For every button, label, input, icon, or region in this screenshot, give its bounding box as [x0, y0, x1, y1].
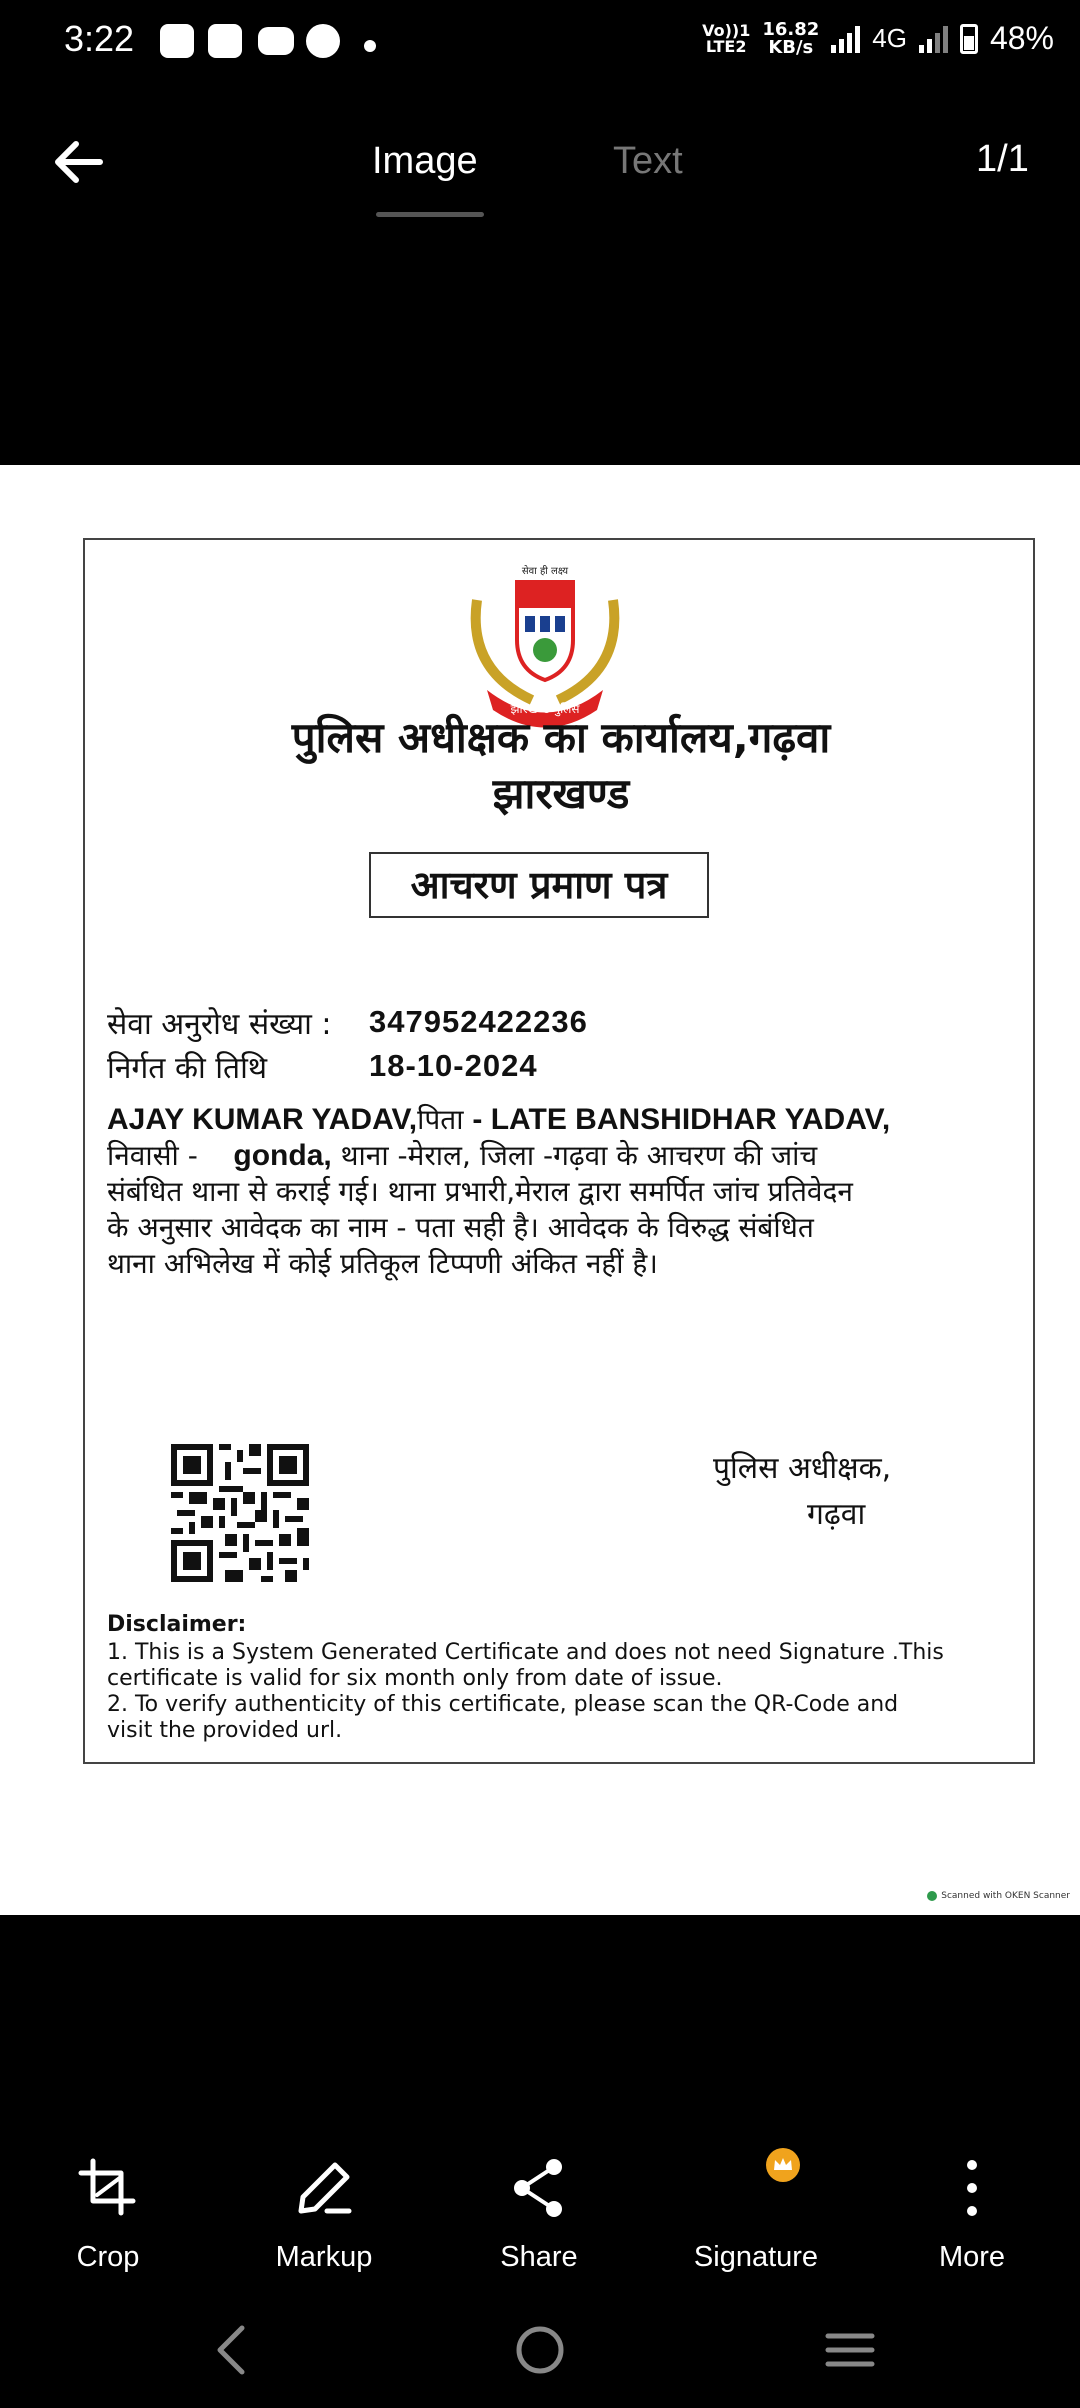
bag-notification-icon: [208, 24, 242, 58]
issue-date: 18-10-2024: [369, 1048, 538, 1083]
pencil-icon: [291, 2155, 357, 2221]
signature-button[interactable]: [681, 2155, 831, 2274]
share-button[interactable]: [464, 2155, 614, 2274]
father-name: - LATE BANSHIDHAR YADAV,: [472, 1103, 891, 1136]
markup-label: Markup: [275, 2241, 373, 2273]
crop-button[interactable]: [33, 2155, 183, 2274]
office-heading: [85, 710, 1037, 822]
body-line: थाना -मेराल, जिला -गढ़वा के आचरण की जांच: [340, 1139, 818, 1172]
share-label: Share: [500, 2241, 578, 2273]
more-vertical-icon: [939, 2155, 1005, 2221]
crop-label: Crop: [76, 2241, 140, 2273]
volte-top: Vo))1: [702, 20, 751, 40]
emblem-motto: सेवा ही लक्ष्य: [521, 566, 569, 577]
status-bar: [0, 0, 1080, 90]
signal-icon: [831, 25, 860, 53]
emblem-ribbon-text: झारखण्ड पुलिस: [510, 702, 580, 716]
more-notifications-dot: [364, 40, 376, 52]
network-type: 4G: [872, 23, 907, 53]
disclaimer-line: visit the provided url.: [107, 1718, 343, 1743]
speed-unit: KB/s: [768, 36, 814, 58]
volte-indicator: [702, 20, 751, 56]
service-number-label: सेवा अनुरोध संख्या :: [107, 1007, 332, 1042]
signal-icon: [919, 25, 948, 53]
service-number: 347952422236: [369, 1004, 588, 1039]
signatory-place: गढ़वा: [807, 1497, 866, 1532]
speed-value: 16.82: [762, 18, 820, 40]
village-name: gonda,: [233, 1139, 332, 1172]
share-icon: [506, 2155, 572, 2221]
page-counter: 1/1: [976, 138, 1029, 180]
certificate-title: आचरण प्रमाण पत्र: [410, 863, 668, 907]
tab-text[interactable]: Text: [613, 140, 683, 182]
nav-back-icon[interactable]: [208, 2318, 252, 2382]
scanner-watermark-text: Scanned with OKEN Scanner: [941, 1891, 1070, 1901]
nav-home-icon[interactable]: [514, 2318, 566, 2382]
document-preview[interactable]: [0, 465, 1080, 1915]
residence-label: निवासी -: [107, 1139, 198, 1172]
youtube-icon: [258, 27, 294, 55]
crop-icon: [75, 2155, 141, 2221]
bag-notification-icon: [160, 24, 194, 58]
tab-image[interactable]: Image: [372, 140, 478, 182]
nav-recents-icon[interactable]: [824, 2318, 876, 2382]
back-button[interactable]: [48, 132, 108, 192]
crown-icon: [766, 2148, 800, 2182]
scanner-logo-icon: [927, 1891, 937, 1901]
office-name: पुलिस अधीक्षक का कार्यालय,गढ़वा: [291, 713, 831, 762]
disclaimer-label: Disclaimer:: [107, 1612, 247, 1637]
disclaimer-line: 1. This is a System Generated Certificate and does not need Signature .This: [107, 1640, 944, 1665]
body-line: थाना अभिलेख में कोई प्रतिकूल टिप्पणी अंकित नहीं है।: [107, 1247, 658, 1280]
network-speed: [762, 18, 820, 58]
status-icons: [702, 20, 1054, 57]
certificate-title-box: [369, 852, 709, 918]
qr-code: [171, 1444, 309, 1582]
battery-icon: [960, 24, 978, 54]
arrow-left-icon: [48, 132, 108, 192]
disclaimer-line: certificate is valid for six month only from date of issue.: [107, 1666, 723, 1691]
state-name: झारखण्ड: [492, 769, 630, 818]
messenger-icon: [306, 24, 340, 58]
applicant-name: AJAY KUMAR YADAV,: [107, 1103, 418, 1136]
battery-percent: 48%: [989, 20, 1054, 56]
signatory-title: पुलिस अधीक्षक,: [713, 1451, 892, 1486]
signature-label: Signature: [693, 2241, 819, 2273]
certificate-body: [107, 1102, 1022, 1282]
certificate: [83, 538, 1035, 1764]
more-button[interactable]: [897, 2155, 1047, 2274]
markup-button[interactable]: [249, 2155, 399, 2274]
issue-date-label: निर्गत की तिथि: [107, 1051, 268, 1086]
body-line: संबंधित थाना से कराई गई। थाना प्रभारी,मेराल द्वारा समर्पित जांच प्रतिवेदन: [107, 1175, 853, 1208]
police-emblem-icon: [437, 560, 653, 730]
disclaimer-line: 2. To verify authenticity of this certificate, please scan the QR-Code and: [107, 1692, 899, 1717]
body-line: के अनुसार आवेदक का नाम - पता सही है। आवेदक के विरुद्ध संबंधित: [107, 1211, 814, 1244]
active-tab-indicator: [376, 212, 484, 217]
scanner-watermark: [927, 1891, 1070, 1901]
clock: 3:22: [64, 18, 135, 59]
volte-bottom: LTE2: [705, 36, 747, 56]
father-label: पिता: [417, 1103, 464, 1136]
disclaimer-text: [107, 1640, 1007, 1744]
more-label: More: [938, 2241, 1006, 2273]
